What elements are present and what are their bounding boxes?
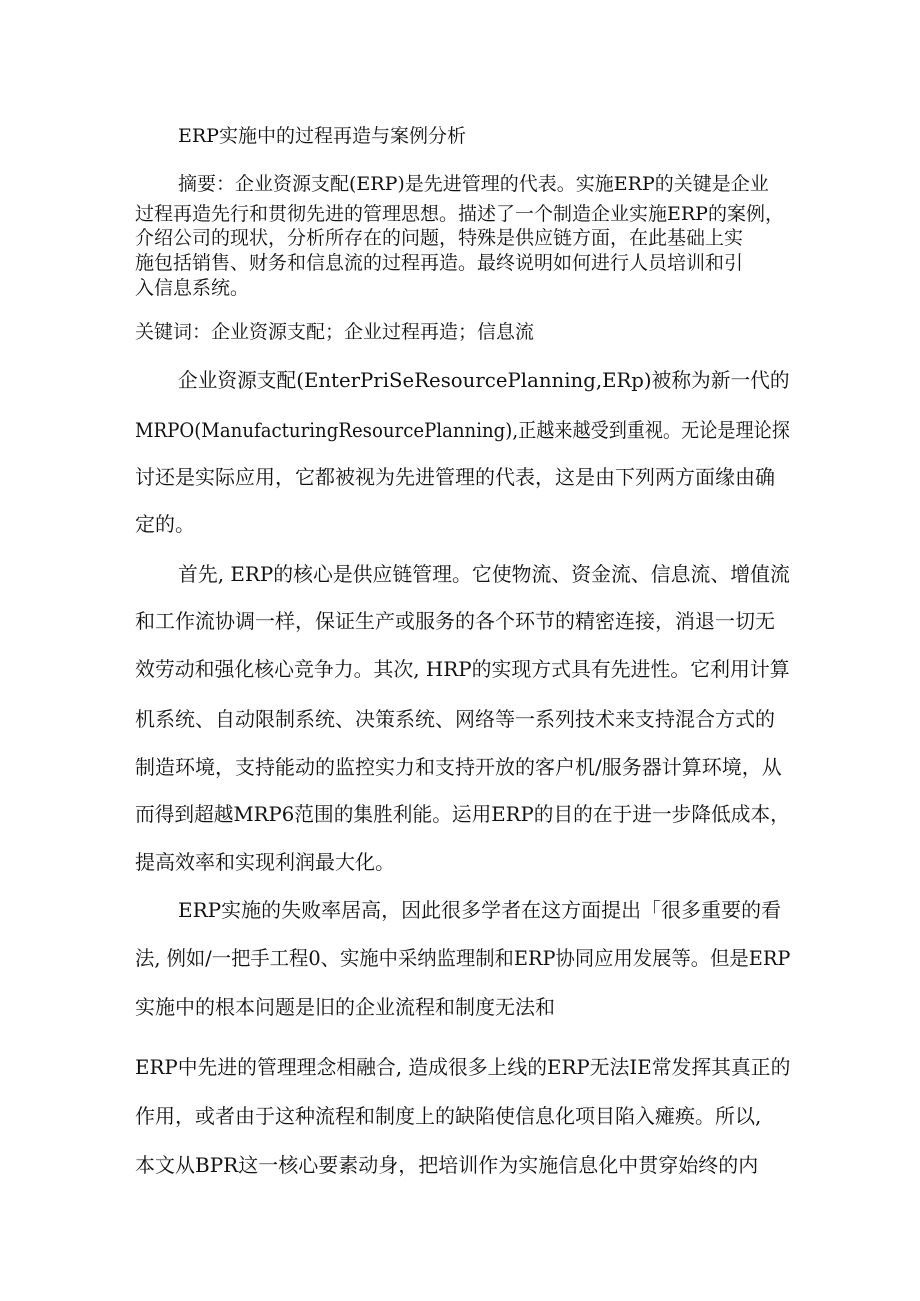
paragraph2-line-5: 制造环境，支持能动的监控实力和支持开放的客户机/服务器计算环境，从 [135,755,782,779]
paragraph1-line-2: MRPO(ManufacturingResourcePlanning),正越来越受到重视。无论是理论探 [135,418,790,442]
paragraph3-line-1: ERP实施的失败率居高，因此很多学者在这方面提出「很多重要的看 [178,898,782,922]
paragraph1-line-3: 讨还是实际应用，它都被视为先进管理的代表，这是由下列两方面缘由确 [135,465,775,489]
paragraph2-line-4: 机系统、自动限制系统、决策系统、网络等一系列技术来支持混合方式的 [135,707,775,731]
abstract-line-4: 施包括销售、财务和信息流的过程再造。最终说明如何进行人员培训和引 [135,252,744,274]
paragraph1-line-4: 定的。 [135,512,195,536]
paragraph4-line-1: ERP中先进的管理理念相融合, 造成很多上线的ERP无法IE常发挥其真正的 [135,1055,791,1079]
abstract-line-2: 过程再造先行和贯彻先进的管理思想。描述了一个制造企业实施ERP的案例， [135,203,784,225]
paragraph2-line-2: 和工作流协调一样，保证生产或服务的各个环节的精密连接，消退一切无 [135,609,775,633]
paragraph2-line-1: 首先, ERP的核心是供应链管理。它使物流、资金流、信息流、增值流 [178,562,790,586]
paragraph2-line-7: 提高效率和实现利润最大化。 [135,850,395,874]
paragraph4-line-3: 本文从BPR这一核心要素动身，把培训作为实施信息化中贯穿始终的内 [135,1153,759,1177]
abstract-line-1: 摘要：企业资源支配(ERP)是先进管理的代表。实施ERP的关键是企业 [178,173,769,195]
abstract-line-5: 入信息系统。 [135,277,250,299]
paragraph1-line-1: 企业资源支配(EnterPriSeResourcePlanning,ERp)被称为新一代的 [178,368,790,392]
keywords-line: 关键词：企业资源支配；企业过程再造；信息流 [135,321,535,343]
abstract-line-3: 介绍公司的现状，分析所存在的问题，特殊是供应链方面，在此基础上实 [135,227,744,249]
document-title: ERP实施中的过程再造与案例分析 [178,125,466,147]
paragraph2-line-3: 效劳动和强化核心竞争力。其次, HRP的实现方式具有先进性。它利用计算 [135,657,790,681]
paragraph4-line-2: 作用，或者由于这种流程和制度上的缺陷使信息化项目陷入瘫痪。所以, [135,1104,762,1128]
paragraph3-line-3: 实施中的根本问题是旧的企业流程和制度无法和 [135,995,555,1019]
paragraph3-line-2: 法, 例如/一把手工程0、实施中采纳监理制和ERP协同应用发展等。但是ERP [135,946,791,970]
paragraph2-line-6: 而得到超越MRP6范围的集胜利能。运用ERP的目的在于进一步降低成本， [135,802,790,826]
